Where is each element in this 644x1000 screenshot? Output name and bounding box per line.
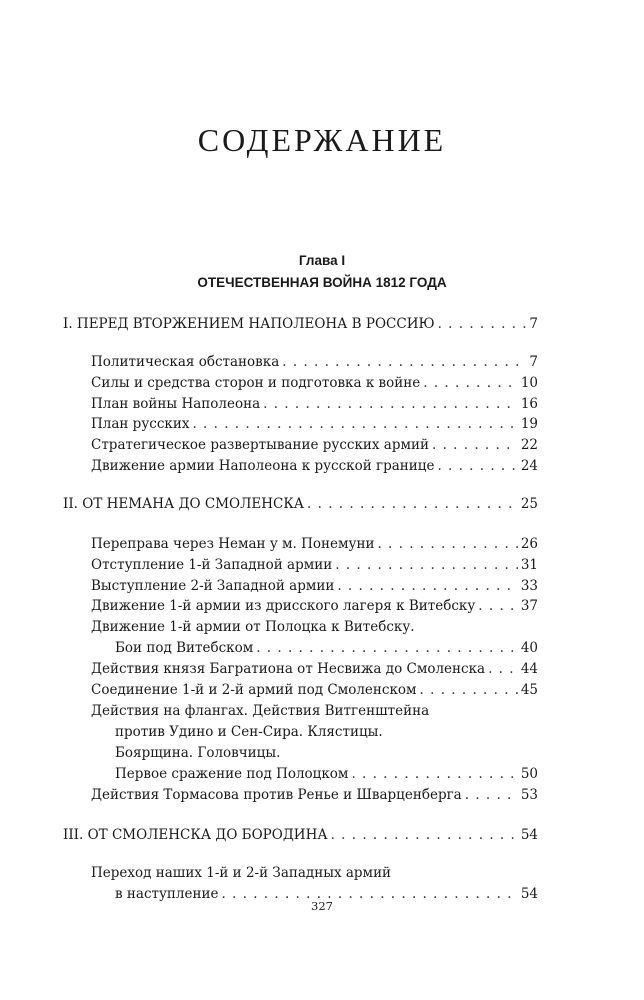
toc-entry[interactable]	[91, 456, 538, 476]
toc-entry-line: против Удино и Сен-Сира. Клястицы.	[115, 724, 383, 740]
toc-page-number: 44	[520, 661, 538, 677]
dot-leader	[465, 785, 518, 805]
toc-page-number: 31	[520, 557, 538, 573]
toc-entry-text: Действия князя Багратиона от Несвижа до Смоленска	[91, 661, 486, 677]
dot-leader	[420, 680, 518, 700]
toc-entry[interactable]	[91, 596, 538, 616]
toc-entry[interactable]	[115, 764, 538, 784]
toc-page-number: 50	[520, 766, 538, 782]
toc-entry-text: Первое сражение под Полоцком	[115, 766, 349, 782]
toc-entry-line: Действия на флангах. Действия Витгенштейна	[91, 703, 430, 719]
toc-page-number: 40	[520, 640, 538, 656]
toc-page-number: 53	[520, 787, 538, 803]
toc-section-title: III. ОТ СМОЛЕНСКА ДО БОРОДИНА	[63, 827, 328, 843]
toc-page-number: 10	[520, 375, 538, 391]
toc-entry[interactable]	[91, 555, 538, 575]
toc-entry[interactable]	[91, 352, 538, 372]
toc-entry-text: Бои под Витебском	[115, 640, 254, 656]
toc-page-number: 24	[520, 458, 538, 474]
toc-entry-text: Отступление 1-й Западной армии	[91, 557, 333, 573]
dot-leader	[337, 576, 517, 596]
toc-page-number: 45	[520, 682, 538, 698]
toc-entry[interactable]	[91, 414, 538, 434]
toc-entry[interactable]	[91, 394, 538, 414]
toc-entry[interactable]	[91, 435, 538, 455]
dot-leader	[488, 659, 518, 679]
dot-leader	[282, 352, 526, 372]
toc-section-2[interactable]	[63, 494, 538, 514]
toc-page-number: 54	[520, 886, 538, 902]
toc-page-number: 7	[529, 316, 538, 332]
toc-entry-text: Движение 1-й армии из дрисского лагеря к Витебску	[91, 598, 476, 614]
dot-leader	[423, 373, 518, 393]
toc-entry[interactable]	[91, 534, 538, 554]
toc-entry-text: Политическая обстановка	[91, 354, 280, 370]
toc-entry-text: Переправа через Неман у м. Понемуни	[91, 536, 375, 552]
toc-page-number: 33	[520, 578, 538, 594]
toc-section-title: II. ОТ НЕМАНА ДО СМОЛЕНСКА	[63, 496, 305, 512]
chapter-title: ОТЕЧЕСТВЕННАЯ ВОЙНА 1812 ГОДА	[197, 275, 447, 290]
toc-page-number: 26	[520, 536, 538, 552]
dot-leader	[438, 314, 527, 334]
dot-leader	[478, 596, 518, 616]
toc-section-3[interactable]	[63, 825, 538, 845]
toc-entry-line: Движение 1-й армии от Полоцка к Витебску.	[91, 619, 415, 635]
toc-entry-text: Стратегическое развертывание русских армий	[91, 437, 429, 453]
toc-entry-text: План войны Наполеона	[91, 396, 261, 412]
page-number: 327	[311, 899, 333, 913]
toc-entry-text: Действия Тормасова против Ренье и Шварценберга	[91, 787, 462, 803]
toc-page-number: 22	[520, 437, 538, 453]
dot-leader	[432, 435, 518, 455]
toc-page-number: 54	[520, 827, 538, 843]
dot-leader	[377, 534, 517, 554]
dot-leader	[351, 764, 517, 784]
toc-entry[interactable]	[91, 659, 538, 679]
toc-entry-text: Силы и средства сторон и подготовка к войне	[91, 375, 421, 391]
toc-entry-text: в наступление	[115, 886, 219, 902]
toc-entry-line: Боярщина. Головчицы.	[115, 745, 281, 761]
toc-entry[interactable]	[91, 576, 538, 596]
dot-leader	[331, 825, 518, 845]
toc-entry-text: План русских	[91, 416, 190, 432]
dot-leader	[256, 638, 518, 658]
toc-entry-text: Движение армии Наполеона к русской границе	[91, 458, 435, 474]
dot-leader	[437, 456, 517, 476]
toc-page-number: 7	[529, 354, 538, 370]
toc-entry[interactable]	[91, 373, 538, 393]
dot-leader	[192, 414, 517, 434]
page-title: СОДЕРЖАНИЕ	[197, 122, 447, 158]
toc-section-1[interactable]	[63, 314, 538, 334]
toc-entry-line: Переход наших 1-й и 2-й Западных армий	[91, 865, 392, 881]
toc-entry[interactable]	[115, 638, 538, 658]
toc-page-number: 25	[520, 496, 538, 512]
toc-entry[interactable]	[91, 785, 538, 805]
toc-entry[interactable]	[91, 680, 538, 700]
dot-leader	[335, 555, 518, 575]
toc-page-number: 37	[520, 598, 538, 614]
toc-section-title: I. ПЕРЕД ВТОРЖЕНИЕМ НАПОЛЕОНА В РОССИЮ	[63, 316, 435, 332]
toc-page-number: 19	[520, 416, 538, 432]
toc-entry-text: Выступление 2-й Западной армии	[91, 578, 335, 594]
toc-entry-text: Соединение 1-й и 2-й армий под Смоленском	[91, 682, 417, 698]
dot-leader	[263, 394, 518, 414]
chapter-number: Глава I	[298, 253, 346, 268]
toc-page-number: 16	[520, 396, 538, 412]
dot-leader	[307, 494, 518, 514]
